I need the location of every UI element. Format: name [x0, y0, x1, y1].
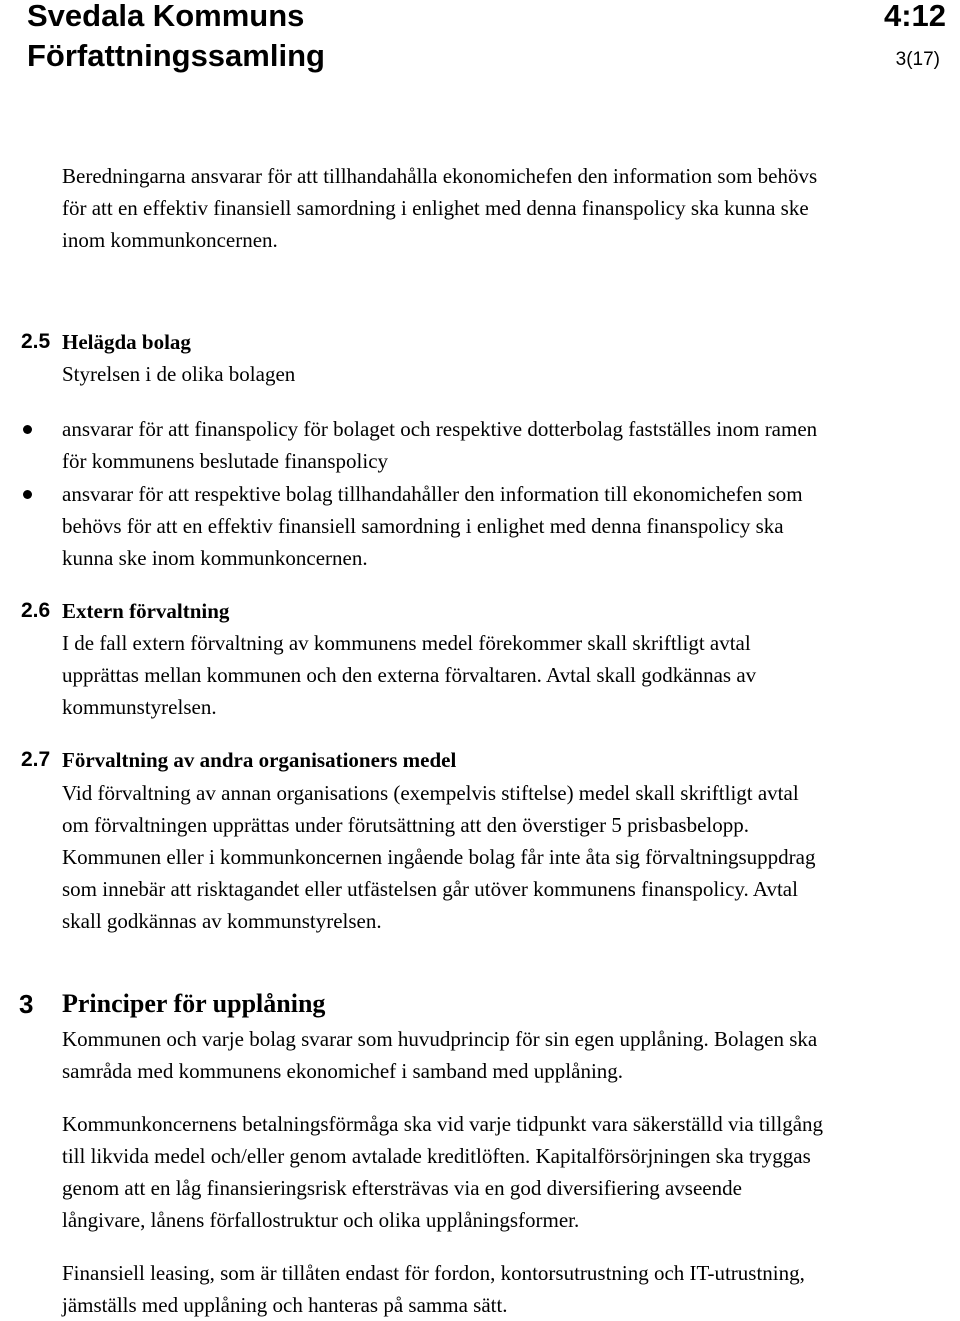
section-title: Förvaltning av andra organisationers medel — [62, 748, 457, 772]
paragraph-line: Kommunkoncernens betalningsförmåga ska vid varje tidpunkt vara säkerställd via tillgång — [62, 1112, 824, 1136]
paragraph-line: ansvarar för att respektive bolag tillhandahåller den information till ekonomichefen som — [62, 482, 803, 506]
paragraph-line: skall godkännas av kommunstyrelsen. — [62, 909, 382, 933]
chapter-number: 3 — [19, 989, 34, 1019]
paragraph-line: upprättas mellan kommunen och den externa förvaltaren. Avtal skall godkännas av — [62, 663, 757, 687]
paragraph-line: Finansiell leasing, som är tillåten endast för fordon, kontorsutrustning och IT-utrustning, — [62, 1261, 805, 1285]
section-number: 2.5 — [21, 330, 51, 353]
paragraph-line: Vid förvaltning av annan organisations (exempelvis stiftelse) medel skall skriftligt avtal — [62, 781, 799, 805]
paragraph-line: kommunstyrelsen. — [62, 695, 217, 719]
paragraph-line: för kommunens beslutade finanspolicy — [62, 449, 389, 473]
chapter-title: Principer för upplåning — [62, 989, 326, 1018]
section-body — [62, 777, 952, 937]
paragraph-line: jämställs med upplåning och hanteras på samma sätt. — [62, 1293, 508, 1317]
document-code: 4:12 — [883, 0, 946, 33]
header-title-line1: Svedala Kommuns — [27, 0, 305, 33]
paragraph-line: som innebär att risktagandet eller utfästelsen går utöver kommunens finanspolicy. Avtal — [62, 877, 798, 901]
chapter-paragraph — [62, 1257, 952, 1321]
header-title-line2: Författningssamling — [27, 38, 325, 73]
section-number: 2.6 — [21, 599, 51, 622]
intro-paragraph — [62, 160, 952, 256]
paragraph-line: kunna ske inom kommunkoncernen. — [62, 546, 368, 570]
paragraph-line: ansvarar för att finanspolicy för bolaget och respektive dotterbolag fastställes inom ramen — [62, 417, 818, 441]
paragraph-line: inom kommunkoncernen. — [62, 228, 278, 252]
bullet-icon — [23, 425, 32, 434]
bullet-item — [62, 413, 952, 477]
section-number: 2.7 — [21, 748, 51, 771]
section-body — [62, 627, 952, 723]
section-title: Helägda bolag — [62, 330, 191, 354]
chapter-paragraph — [62, 1023, 952, 1087]
bullet-icon — [23, 490, 32, 499]
section-lead: Styrelsen i de olika bolagen — [62, 362, 296, 386]
chapter-paragraph — [62, 1108, 952, 1236]
page-number: 3(17) — [895, 49, 940, 70]
paragraph-line: om förvaltningen upprättas under förutsättning att den överstiger 5 prisbasbelopp. — [62, 813, 750, 837]
bullet-item — [62, 478, 952, 574]
paragraph-line: I de fall extern förvaltning av kommunens medel förekommer skall skriftligt avtal — [62, 631, 751, 655]
paragraph-line: Kommunen eller i kommunkoncernen ingående bolag får inte åta sig förvaltningsuppdrag — [62, 845, 816, 869]
paragraph-line: långivare, lånens förfallostruktur och olika upplåningsformer. — [62, 1208, 580, 1232]
paragraph-line: Beredningarna ansvarar för att tillhandahålla ekonomichefen den information som behövs — [62, 164, 818, 188]
paragraph-line: för att en effektiv finansiell samordning i enlighet med denna finanspolicy ska kunna ske — [62, 196, 809, 220]
paragraph-line: Kommunen och varje bolag svarar som huvudprincip för sin egen upplåning. Bolagen ska — [62, 1027, 818, 1051]
paragraph-line: till likvida medel och/eller genom avtalade kreditlöften. Kapitalförsörjningen ska tryggas — [62, 1144, 811, 1168]
paragraph-line: behövs för att en effektiv finansiell samordning i enlighet med denna finanspolicy ska — [62, 514, 784, 538]
section-title: Extern förvaltning — [62, 599, 230, 623]
paragraph-line: genom att en låg finansieringsrisk eftersträvas via en god diversifiering avseende — [62, 1176, 742, 1200]
paragraph-line: samråda med kommunens ekonomichef i samband med upplåning. — [62, 1059, 624, 1083]
